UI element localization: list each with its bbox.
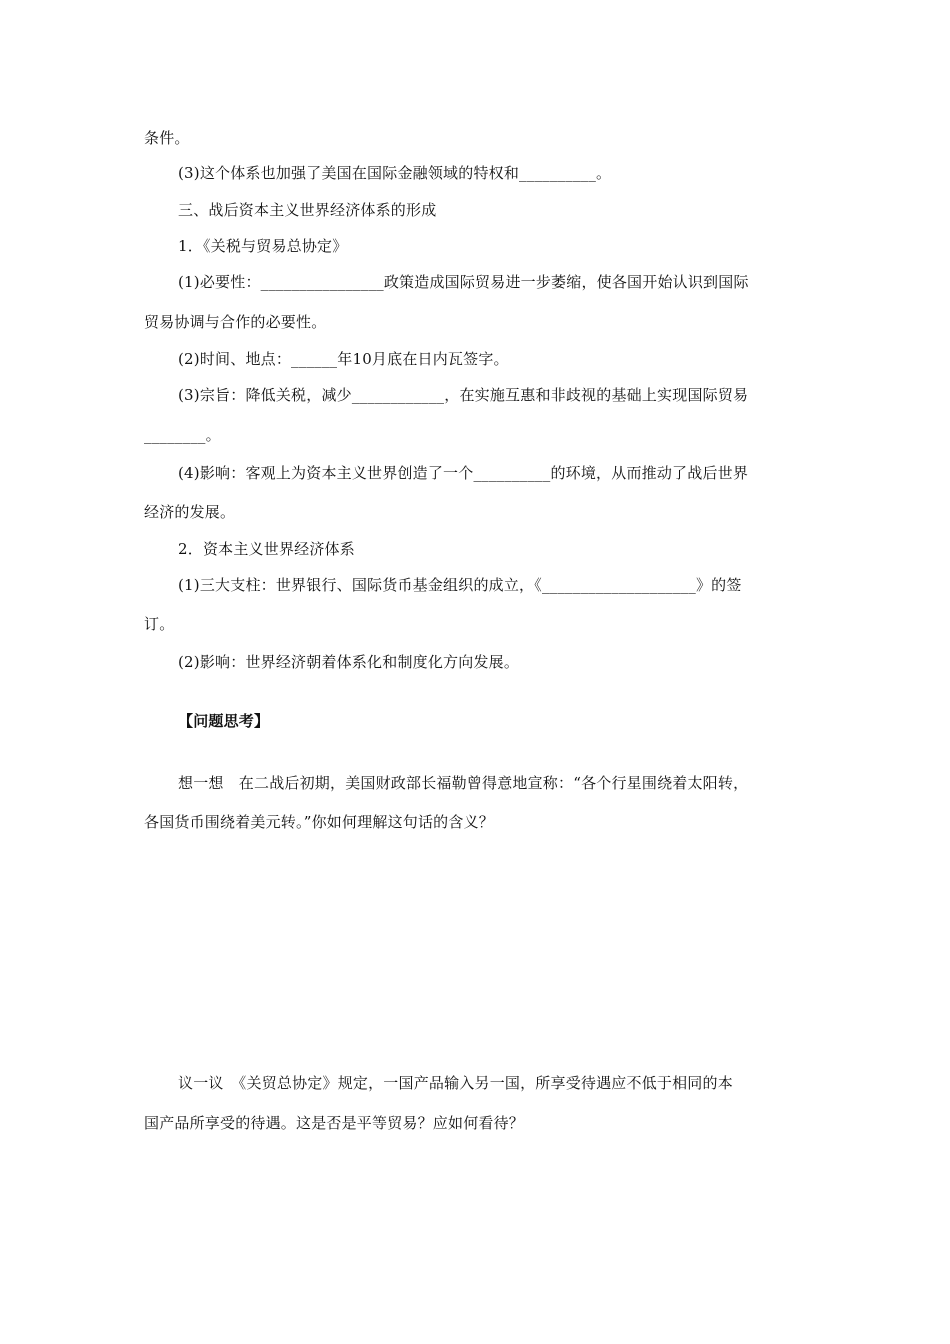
text-line: 经济的发展。 — [144, 503, 236, 521]
question-text: 想一想 在二战后初期，美国财政部长福勒曾得意地宣称：“各个行星围绕着太阳转， — [178, 774, 749, 792]
section-heading: 三、战后资本主义世界经济体系的形成 — [178, 201, 437, 219]
question-text: 各国货币围绕着美元转。”你如何理解这句话的含义？ — [144, 813, 494, 831]
question-text: 国产品所享受的待遇。这是否是平等贸易？应如何看待？ — [144, 1114, 525, 1132]
text-line: 贸易协调与合作的必要性。 — [144, 313, 327, 331]
question-text: 议一议 《关贸总协定》规定，一国产品输入另一国，所享受待遇应不低于相同的本 — [178, 1074, 733, 1092]
text-line: (1)三大支柱：世界银行、国际货币基金组织的成立，《____________________》的签 — [178, 576, 742, 594]
text-line: (1)必要性：________________政策造成国际贸易进一步萎缩，使各国开始认识到国际 — [178, 273, 749, 291]
text-line: (3)宗旨：降低关税，减少____________，在实施互惠和非歧视的基础上实现国际贸易 — [178, 386, 749, 404]
text-line: (2)时间、地点：______年10月底在日内瓦签字。 — [178, 350, 509, 368]
text-line: (2)影响：世界经济朝着体系化和制度化方向发展。 — [178, 653, 520, 671]
text-line: (3)这个体系也加强了美国在国际金融领域的特权和__________。 — [178, 164, 612, 182]
subsection-heading: 2．资本主义世界经济体系 — [178, 540, 355, 558]
text-line: 条件。 — [144, 129, 190, 147]
text-line: ________。 — [144, 426, 221, 444]
text-line: (4)影响：客观上为资本主义世界创造了一个__________的环境，从而推动了战后世界 — [178, 464, 749, 482]
text-line: 订。 — [144, 615, 175, 633]
subsection-heading: 1．《关税与贸易总协定》 — [178, 237, 348, 255]
question-section-heading: 【问题思考】 — [178, 712, 270, 730]
